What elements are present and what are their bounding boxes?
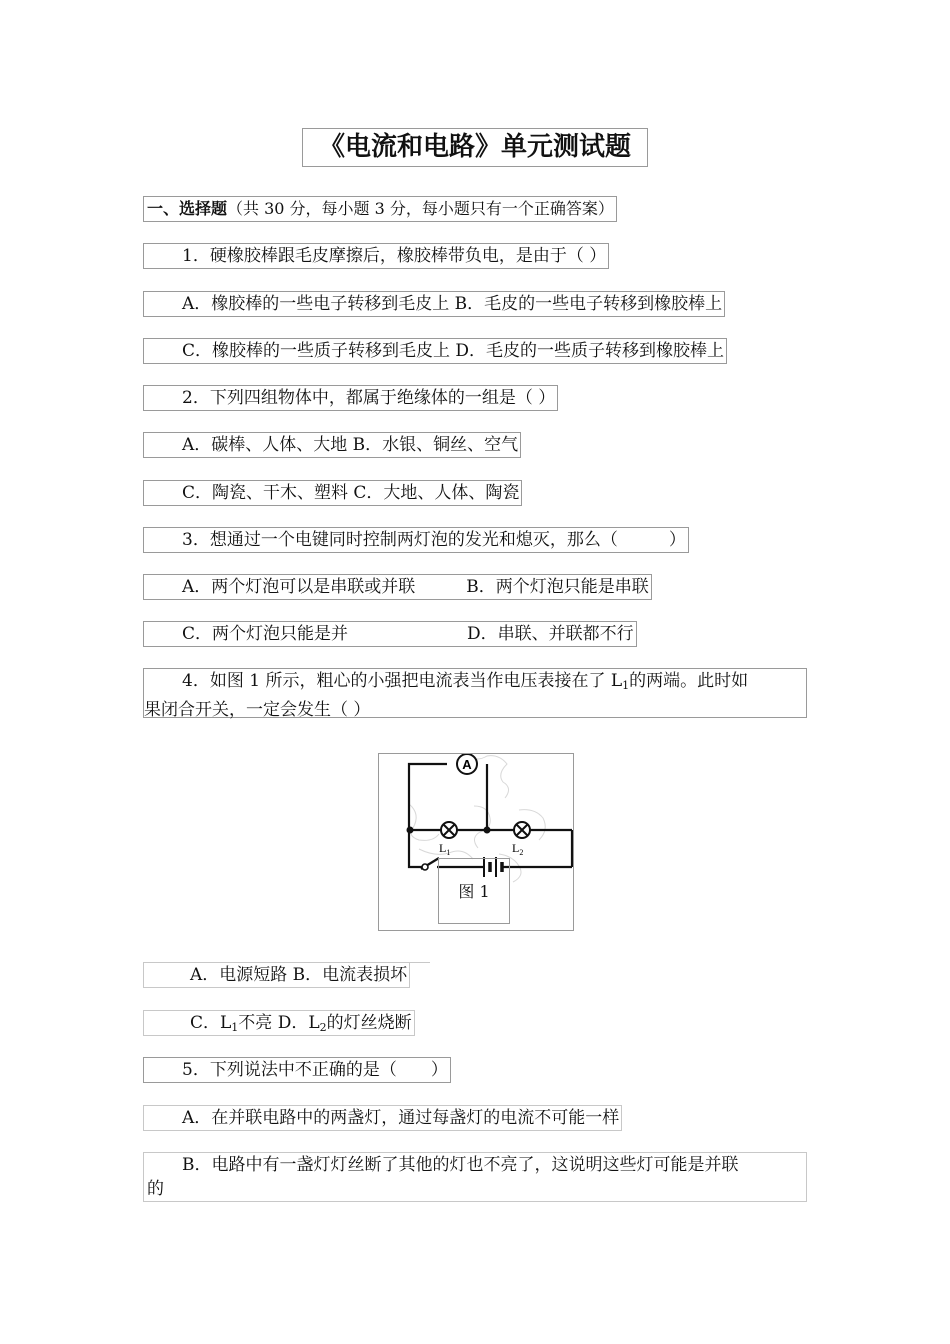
section-header — [143, 196, 617, 222]
lamp-l2 — [512, 822, 530, 857]
q3-stem: 3．想通过一个电键同时控制两灯泡的发光和熄灭，那么（ ） — [143, 527, 689, 553]
page-title: 《电流和电路》单元测试题 — [302, 128, 648, 167]
ammeter-label: A — [462, 757, 472, 772]
figure-caption: 图 1 — [438, 858, 510, 924]
q5-option-b — [143, 1152, 807, 1202]
q1-stem: 1．硬橡胶棒跟毛皮摩擦后，橡胶棒带负电，是由于（ ） — [143, 243, 609, 269]
q2-stem: 2．下列四组物体中，都属于绝缘体的一组是（ ） — [143, 385, 558, 411]
q2-options-cd: C．陶瓷、干木、塑料 C．大地、人体、陶瓷 — [143, 480, 522, 506]
q4-stem — [143, 668, 807, 718]
section-label: 一、选择题 — [147, 199, 228, 218]
q5-option-a: A．在并联电路中的两盏灯，通过每盏灯的电流不可能一样 — [143, 1105, 622, 1131]
svg-text:L1: $L_1$ — [439, 841, 451, 857]
q5-option-b-line1: B．电路中有一盏灯灯丝断了其他的灯也不亮了，这说明这些灯可能是并联 — [182, 1155, 739, 1175]
q2-options-ab: A．碳棒、人体、大地 B．水银、铜丝、空气 — [143, 432, 521, 458]
q1-options-cd: C．橡胶棒的一些质子转移到毛皮上 D．毛皮的一些质子转移到橡胶棒上 — [143, 338, 727, 364]
section-note: （共 30 分，每小题 3 分，每小题只有一个正确答案） — [227, 199, 614, 218]
q1-options-ab: A．橡胶棒的一些电子转移到毛皮上 B．毛皮的一些电子转移到橡胶棒上 — [143, 291, 725, 317]
ammeter-symbol — [457, 754, 477, 774]
q4-options-cd: C．$L_1$不亮 D．$L_2$的灯丝烧断 — [143, 1010, 415, 1036]
q4-stem-line2: 果闭合开关，一定会发生（ ） — [144, 700, 371, 720]
q3-options-cd: C．两个灯泡只能是并 D．串联、并联都不行 — [143, 621, 637, 647]
q3-options-ab: A．两个灯泡可以是串联或并联 B．两个灯泡只能是串联 — [143, 574, 652, 600]
q5-option-b-line2: 的 — [147, 1179, 164, 1199]
q5-stem: 5．下列说法中不正确的是（ ） — [143, 1057, 451, 1083]
q4-stem-line1: 4．如图 1 所示，粗心的小强把电流表当作电压表接在了 $L_1$的两端。此时如 — [182, 671, 749, 692]
svg-text:L2: $L_2$ — [512, 841, 524, 857]
q4-options-ab: A．电源短路 B．电流表损坏 — [143, 962, 410, 988]
